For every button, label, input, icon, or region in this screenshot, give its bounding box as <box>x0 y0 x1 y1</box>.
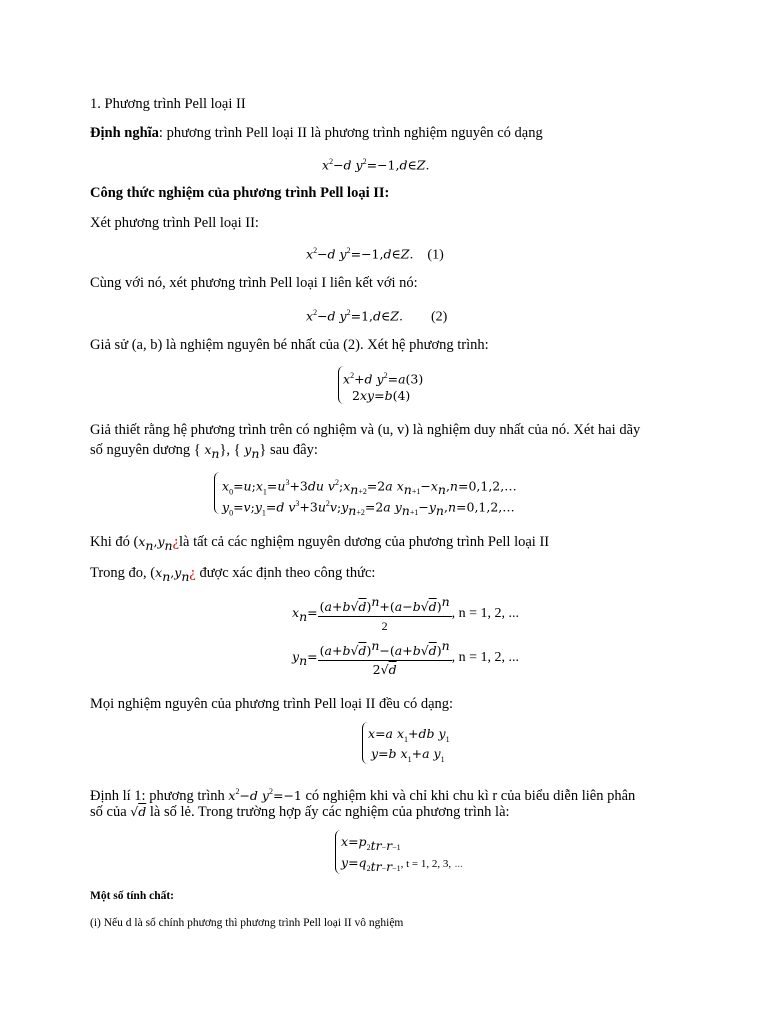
hypothesis-line-2: số nguyên dương { $x_n$}, { $y_n$} sau đây: <box>90 442 318 461</box>
system-1-line-2: 2xy=b(4) <box>352 388 411 403</box>
assume-text: Giả sử (a, b) là nghiệm nguyên bé nhất của (2). Xét hệ phương trình: <box>90 337 489 353</box>
broken-glyph: ¿ <box>189 565 196 581</box>
where-paragraph: Trong đo, ($x_n,y_n¿$ được xác định theo công thức: <box>90 565 376 584</box>
all-solutions-text: Mọi nghiệm nguyên của phương trình Pell loại II đều có dạng: <box>90 696 454 712</box>
system-1-line-1: $x^2+d$ $y^2=a(3)$ <box>343 371 424 387</box>
properties-title: Một số tính chất: <box>90 890 175 902</box>
formula-xn: $x_n=$ $\frac{(a+b√d)^n+(a-b√d)^n}{2}$ , n = 1, 2, ... <box>292 594 520 633</box>
theorem-line-1: Định lí 1: phương trình $x^2-d$ $y^2=-1$ có nghiệm khi và chỉ khi chu kì r của biểu diễn liên phân <box>90 787 636 804</box>
consider-type1-text: Cùng với nó, xét phương trình Pell loại I liên kết với nó: <box>90 275 418 291</box>
definition-label: Định nghĩa <box>90 125 159 141</box>
formula-yn: $y_n=$ $\frac{(a+b√d)^n-(a+b√d)^n}{2√d}$ , n = 1, 2, ... <box>292 638 520 677</box>
general-solution-y: y=b $x_1+a$ $y_1$ <box>371 746 445 764</box>
property-1: (i) Nếu d là số chính phương thì phương trình Pell loại II vô nghiệm <box>90 917 404 929</box>
definition-paragraph <box>90 124 543 142</box>
broken-glyph: ¿ <box>172 534 180 550</box>
definition-equation: $x^2-d$ $y^2=-1,d\in Z$. <box>322 157 430 173</box>
hypothesis-line-1: Giả thiết rằng hệ phương trình trên có nghiệm và (u, v) là nghiệm duy nhất của nó. Xét hai dãy <box>90 422 641 438</box>
consider-type2-text: Xét phương trình Pell loại II: <box>90 215 259 231</box>
equation-1: $x^2-d$ $y^2=-1,d\in Z$. (1) <box>306 246 444 263</box>
equation-2: $x^2-d$ $y^2=1,d\in Z$. (2) <box>306 308 448 325</box>
formula-title: Công thức nghiệm của phương trình Pell loại II: <box>90 185 390 201</box>
theorem-solution-y: $y=q_{2tr-r-1}$, t = 1, 2, 3, ... <box>341 855 463 874</box>
theorem-line-2: số của √d là số lẻ. Trong trường hợp ấy các nghiệm của phương trình là: <box>90 804 510 820</box>
section-heading: 1. Phương trình Pell loại II <box>90 96 246 112</box>
then-paragraph: Khi đó ($x_n,y_n¿là$ tất cả các nghiệm nguyên dương của phương trình Pell loại II <box>90 534 550 553</box>
definition-text: : phương trình Pell loại II là phương trình nghiệm nguyên có dạng <box>158 125 543 141</box>
equation-1-label: (1) <box>427 247 444 263</box>
general-solution-x: x=a $x_1+db$ $y_1$ <box>368 726 450 744</box>
system-brace-2 <box>214 472 220 514</box>
equation-2-label: (2) <box>430 309 448 325</box>
sequence-x-definition: $x_0=u;x_1=u^3+3du$ $v^2;x_{n+2}=2a$ $x_{n+1}-x_n,n=0,1,2,\dots$ <box>222 478 517 498</box>
theorem-solution-x: $x=p_{2tr-r-1}$ <box>341 834 401 853</box>
sequence-y-definition: $y_0=v;y_1=d$ $v^3+3u^2v;y_{n+2}=2a$ $y_{n+1}-y_n,n=0,1,2,\dots$ <box>222 499 515 519</box>
